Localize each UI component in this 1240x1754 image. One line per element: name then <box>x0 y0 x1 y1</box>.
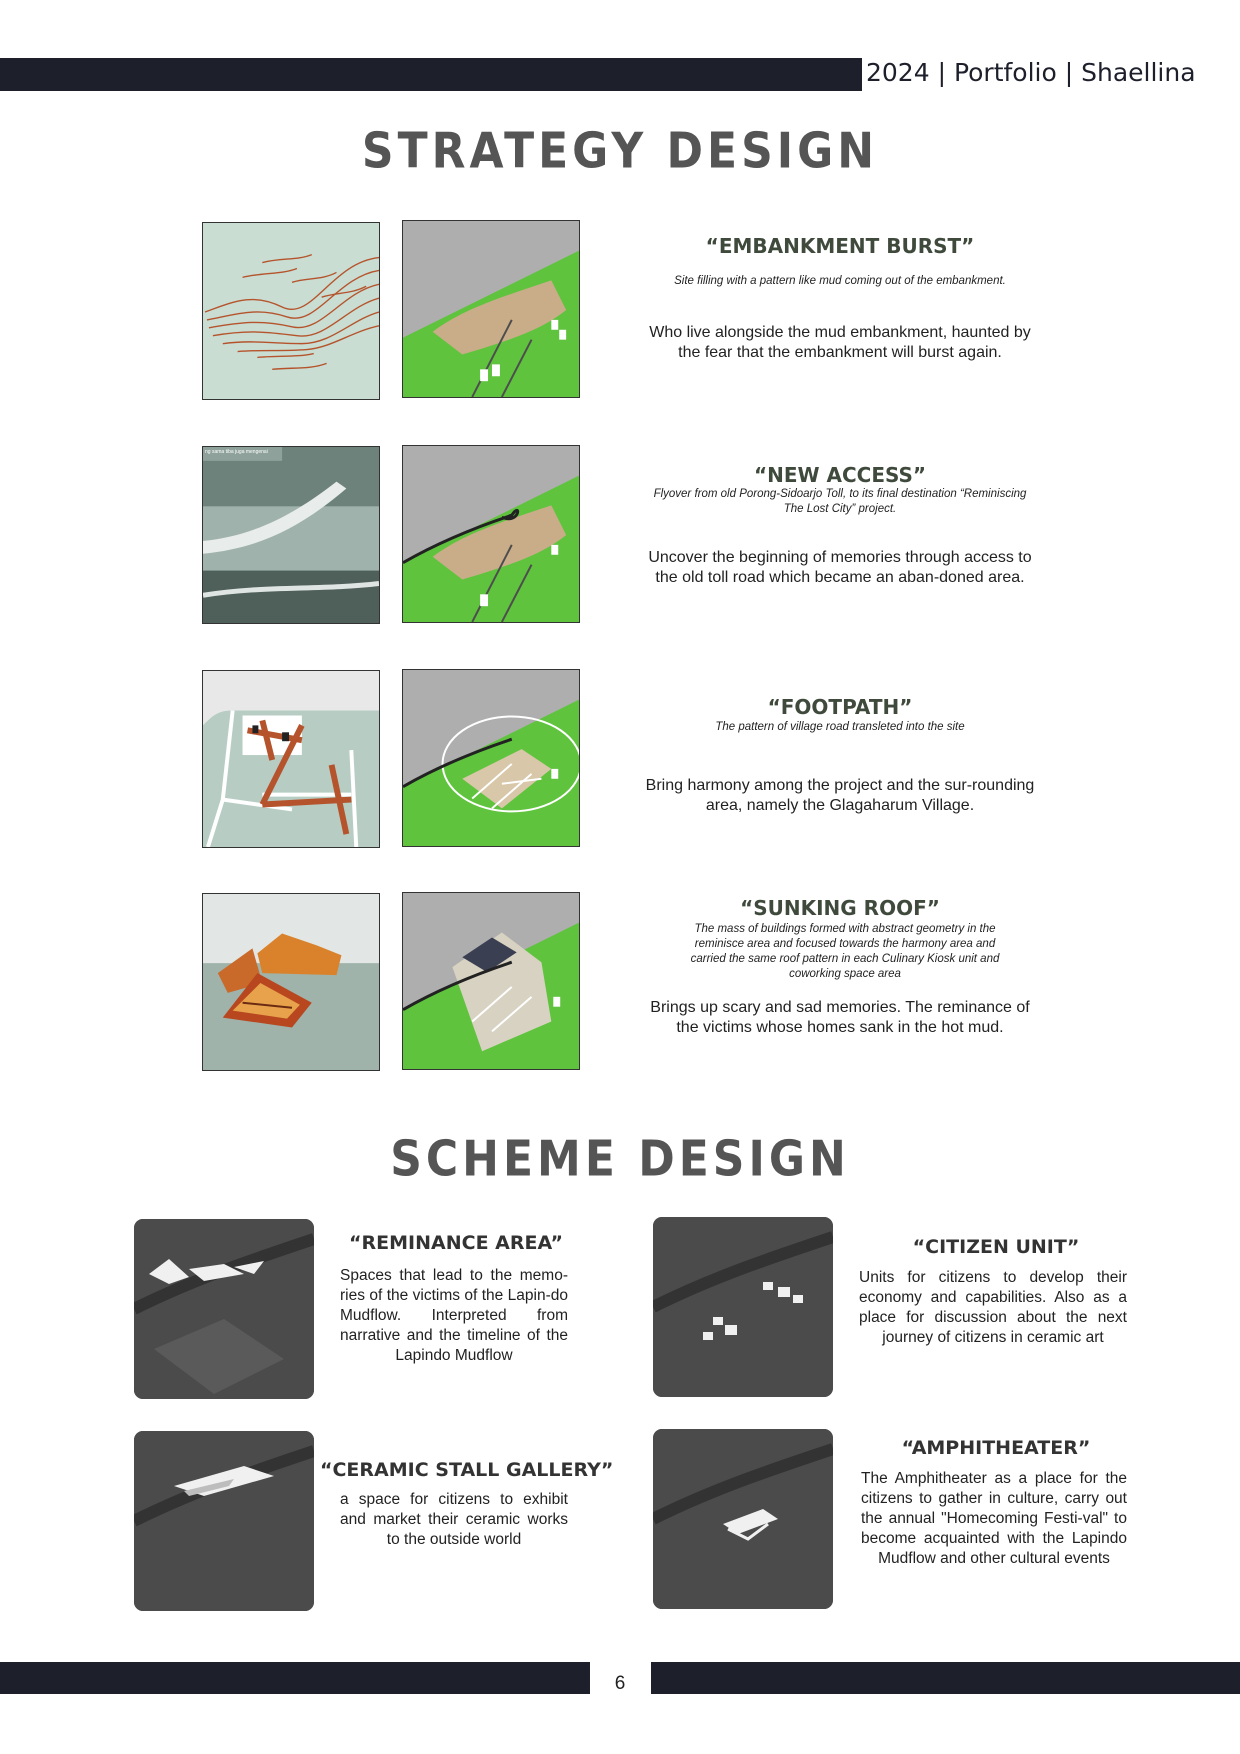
sinking-roof-render <box>202 893 380 1071</box>
amphitheater-image <box>653 1429 833 1609</box>
strategy-section-title: STRATEGY DESIGN <box>361 122 879 181</box>
footer-bar-left <box>0 1662 590 1694</box>
scheme-item-title: “CITIZEN UNIT” <box>912 1236 1080 1258</box>
reminance-area-image <box>134 1219 314 1399</box>
village-road-map <box>202 670 380 848</box>
page-number: 6 <box>614 1673 626 1694</box>
scheme-item-title: “CERAMIC STALL GALLERY” <box>320 1459 614 1481</box>
scheme-item-title: “AMPHITHEATER” <box>901 1437 1091 1459</box>
strategy-item-description: Bring harmony among the project and the sur-rounding area, namely the Glagaharum Village. <box>645 777 1035 814</box>
scheme-item-description: Units for citizens to develop their economy and capabilities. Also as a place for discussion about the next journey of citizens in ceramic art <box>859 1269 1127 1346</box>
embankment-sketch-image <box>202 222 380 400</box>
strategy-item-title: “EMBANKMENT BURST” <box>705 234 975 258</box>
citizen-unit-image <box>653 1217 833 1397</box>
header-bar <box>0 58 862 91</box>
new-access-site-render <box>402 445 580 623</box>
strategy-item-subtitle: The pattern of village road transleted into the site <box>715 721 965 733</box>
strategy-item-subtitle: The mass of buildings formed with abstract geometry in the reminisce area and focused towards the harmony area and carried the same roof pattern in each Culinary Kiosk unit and coworking space area <box>690 923 1000 980</box>
old-toll-photo <box>202 446 380 624</box>
footpath-site-render <box>402 669 580 847</box>
sunking-roof-site-render <box>402 892 580 1070</box>
header-text: 2024 | Portfolio | Shaellina <box>866 58 1196 87</box>
scheme-item-description: The Amphitheater as a place for the citizens to gather in culture, carry out the annual "Homecoming Festi-val" to become acquainted with the Lapindo Mudflow and other cultural events <box>861 1470 1127 1567</box>
strategy-item-title: “SUNKING ROOF” <box>740 896 940 920</box>
strategy-item-description: Brings up scary and sad memories. The reminance of the victims whose homes sank in the hot mud. <box>650 999 1030 1036</box>
ceramic-stall-gallery-image <box>134 1431 314 1611</box>
scheme-item-title: “REMINANCE AREA” <box>349 1232 563 1254</box>
strategy-item-description: Uncover the beginning of memories through access to the old toll road which became an aban-doned area. <box>648 549 1032 586</box>
strategy-item-subtitle: Site filling with a pattern like mud coming out of the embankment. <box>674 275 1006 287</box>
strategy-item-description: Who live alongside the mud embankment, haunted by the fear that the embankment will burst again. <box>649 324 1031 361</box>
strategy-item-subtitle: Flyover from old Porong-Sidoarjo Toll, to its final destination “Reminiscing The Lost City” project. <box>653 488 1027 515</box>
embankment-site-render <box>402 220 580 398</box>
photo-caption: ng sama tiba juga mengenai <box>205 449 268 455</box>
scheme-item-description: Spaces that lead to the memo-ries of the victims of the Lapin-do Mudflow. Interpreted from narrative and the timeline of the Lapindo Mudflow <box>340 1267 568 1364</box>
strategy-item-title: “NEW ACCESS” <box>753 463 927 487</box>
scheme-item-description: a space for citizens to exhibit and market their ceramic works to the outside world <box>340 1491 568 1548</box>
scheme-section-title: SCHEME DESIGN <box>390 1130 850 1189</box>
footer-bar-right <box>651 1662 1240 1694</box>
strategy-item-title: “FOOTPATH” <box>767 695 913 719</box>
